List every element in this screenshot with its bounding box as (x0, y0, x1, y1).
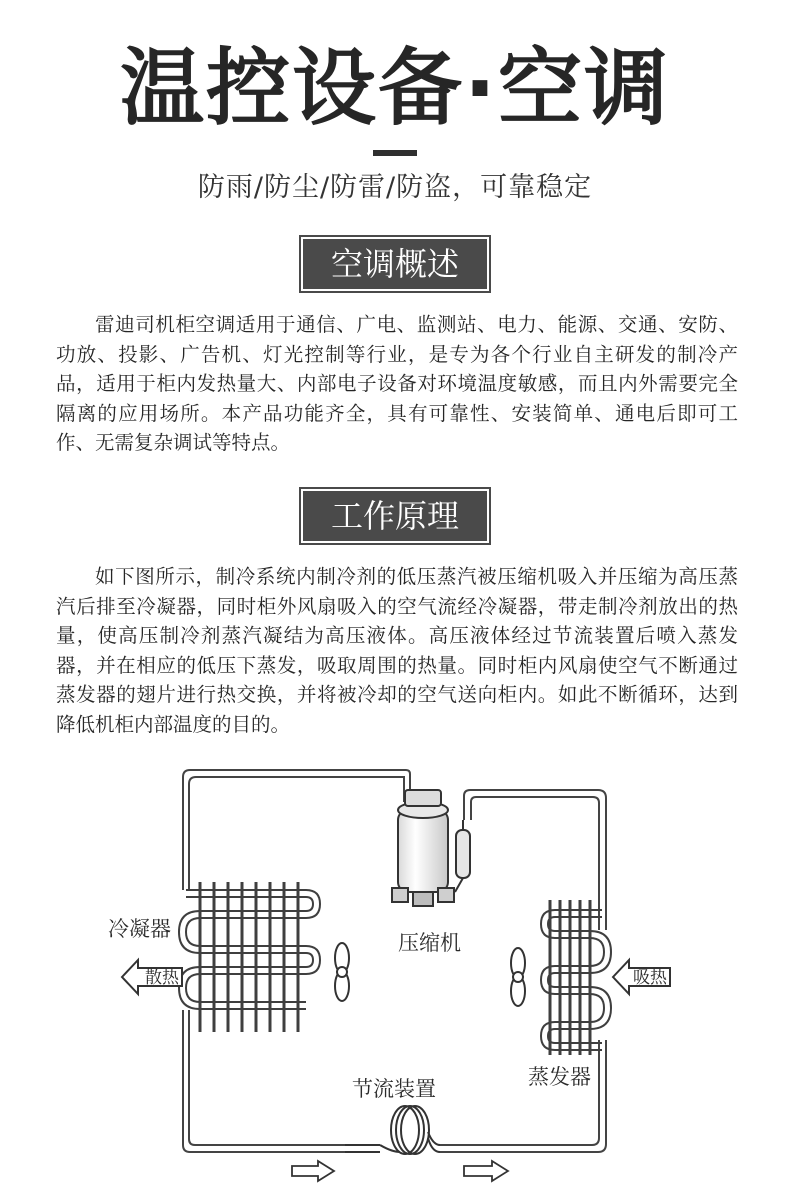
overview-paragraph: 雷迪司机柜空调适用于通信、广电、监测站、电力、能源、交通、安防、功放、投影、广告机、灯光控制等行业，是专为各个行业自主研发的制冷产品，适用于柜内发热量大、内部电子设备对环境温度敏感，而且内外需要完全隔离的应用场所。本产品功能齐全，具有可靠性、安装简单、通电后即可工作、无需复杂调试等特点。 (56, 313, 738, 454)
refrigeration-cycle-diagram (0, 740, 790, 1194)
page-subtitle: 防雨/防尘/防雷/防盗，可靠稳定 (197, 172, 593, 203)
condenser-label: 冷凝器 (108, 917, 171, 941)
heat-release-label: 散热 (145, 968, 179, 988)
flow-arrow-left (292, 1161, 334, 1181)
principle-heading: 工作原理 (303, 491, 487, 541)
principle-paragraph: 如下图所示，制冷系统内制冷剂的低压蒸汽被压缩机吸入并压缩为高压蒸汽后排至冷凝器，同时柜外风扇吸入的空气流经冷凝器，带走制冷剂放出的热量，使高压制冷剂蒸汽凝结为高压液体。高压液体经过节流装置后喷入蒸发器，并在相应的低压下蒸发，吸取周围的热量。同时柜内风扇使空气不断通过蒸发器的翅片进行热交换，并将被冷却的空气送向柜内。如此不断循环，达到降低机柜内部温度的目的。 (56, 565, 738, 736)
title-divider (373, 150, 417, 156)
condenser (179, 882, 320, 1032)
page-title: 温控设备·空调 (120, 39, 670, 137)
evaporator (541, 900, 611, 1055)
evaporator-label: 蒸发器 (528, 1065, 591, 1089)
compressor-icon (392, 790, 470, 906)
throttle-coil-icon (345, 1106, 440, 1154)
throttle-label: 节流装置 (352, 1077, 436, 1101)
flow-arrow-right (464, 1161, 508, 1181)
condenser-fan-icon (335, 943, 349, 1001)
evaporator-fan-icon (511, 948, 525, 1006)
overview-heading: 空调概述 (303, 239, 487, 289)
compressor-label: 压缩机 (398, 931, 461, 955)
heat-absorb-label: 吸热 (633, 968, 667, 988)
